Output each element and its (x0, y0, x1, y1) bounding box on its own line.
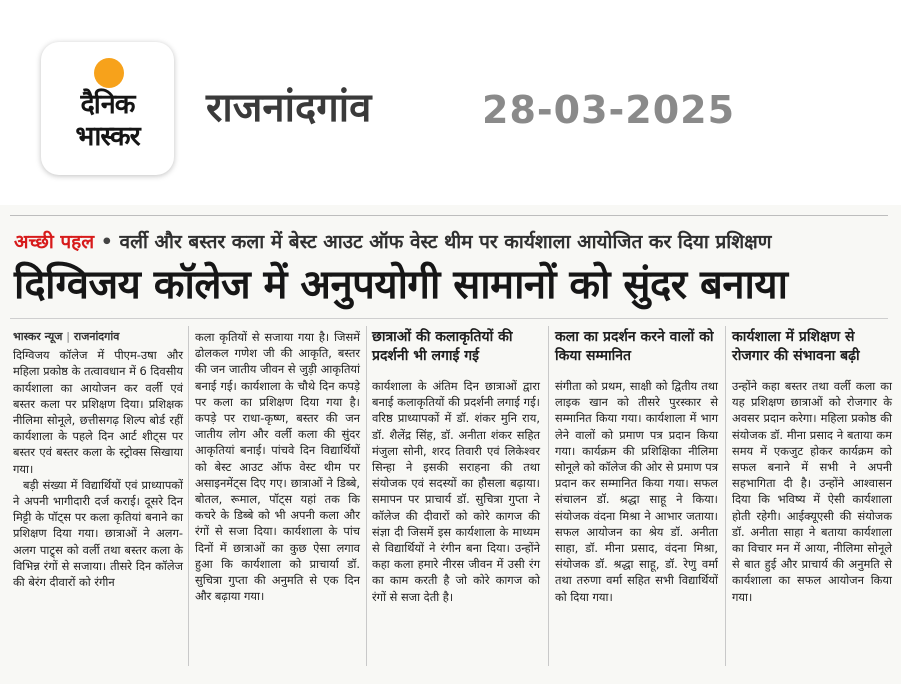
logo-brand-line1: दैनिक (80, 89, 135, 120)
paragraph: बड़ी संख्या में विद्यार्थियों एवं प्राध्यापकों ने अपनी भागीदारी दर्ज कराई। दूसरे दिन मिट्टी के पॉट्स पर कला कृतियां बनाने का प्रशिक्षण दिया गया। छात्राओं ने अलग-अलग पाट्र्स को वर्ली तथा बस्तर कला के विभिन्न रंगों से सजाया। तीसरे दिन कॉलेज की बेरंग दीवारों को रंगीन (13, 477, 183, 590)
article-column-5 (732, 378, 892, 605)
sun-icon (94, 58, 124, 88)
section-heading-employment: कार्यशाला में प्रशिक्षण से रोजगार की संभावना बढ़ी (732, 329, 860, 364)
paragraph: दिग्विजय कॉलेज में पीएम-उषा और महिला प्रकोष्ठ के तत्वावधान में 6 दिवसीय कार्यशाला का आयोजन कर वर्ली एवं बस्तर कला पर प्रशिक्षण दिया। प्रशिक्षक नीलिमा सोनूले, छत्तीसगढ़ शिल्प बोर्ड रहीं कार्यशाला के पहले दिन आर्ट शीट्स पर बस्तर एवं बस्तर कला के स्ट्रोक्स सिखाया गया। (13, 348, 183, 476)
column-divider (725, 326, 726, 666)
headline-divider (10, 318, 888, 319)
article-column-4 (555, 378, 718, 605)
paragraph: कला कृतियों से सजाया गया है। जिसमें ढोलकल गणेश जी की आकृति, बस्तर की जन जातीय जीवन से जुड़ी आकृतियां बनाई गई। कार्यशाला के चौथे दिन कपड़े पर कला का प्रशिक्षण दिया गया है। कपड़े पर राधा-कृष्ण, बस्तर की जन जातीय लोग और वर्ली कला की सुंदर आकृतियां बनाई। पांचवे दिन विद्यार्थियों को बेस्ट आउट ऑफ वेस्ट थीम पर असाइनमेंट्स दिए गए। छात्राओं ने डिब्बे, बोतल, रूमाल, पॉट्स यहां तक कि कचरे के डिब्बे को भी अपनी कला और रंगों से सजा दिया। कार्यशाला के पांच दिनों में छात्राओं का कुछ ऐसा लगाव हुआ कि कार्यशाला को प्राचार्या डॉ. सुचित्रा गुप्ता की अनुमति से एक दिन और बढ़ाया गया। (195, 330, 360, 604)
article-headline: दिग्विजय कॉलेज में अनुपयोगी सामानों को सुंदर बनाया (14, 262, 788, 308)
column-divider (366, 326, 367, 666)
byline-source: भास्कर न्यूज (13, 330, 63, 343)
paragraph: उन्होंने कहा बस्तर तथा वर्ली कला का यह प्रशिक्षण छात्राओं को रोजगार के अवसर प्रदान करेगा। महिला प्रकोष्ठ की संयोजक डॉ. मीना प्रसाद ने बताया कम समय में एकजुट होकर कार्यक्रम को सफल बनाने में सभी ने अपनी सहभागिता दी है। उन्होंने आश्वासन दिया कि भविष्य में ऐसी कार्यशाला होती रहेगी। आईक्यूएसी की संयोजक डॉ. अनीता साहा ने बताया कार्यशाला का विचार मन में आया, नीलिमा सोनूले से बात हुई और प्राचार्य की अनुमति से कार्यशाला का सफल आयोजन किया गया। (732, 379, 892, 604)
paragraph: कार्यशाला के अंतिम दिन छात्राओं द्वारा बनाई कलाकृतियों की प्रदर्शनी लगाई गई। वरिष्ठ प्राध्यापकों में डॉ. शंकर मुनि राय, डॉ. शैलेंद्र सिंह, डॉ. अनीता शंकर सहित मंजुला सोनी, शरद तिवारी एवं लिकेश्वर सिन्हा ने इसकी सराहना की तथा संयोजक एवं सदस्यों का हौसला बढ़ाया। समापन पर प्राचार्य डॉ. सुचित्रा गुप्ता ने कॉलेज की दीवारों को कोरे कागज की संज्ञा दी जिसमें इस कार्यशाला के माध्यम से विद्यार्थियों ने रंगीन बना दिया। उन्होंने कहा कला हमारे नीरस जीवन में उसी रंग का काम करती है जो कोरे कागज को रंगों से सजा देती है। (372, 379, 540, 604)
section-heading-exhibition: छात्राओं की कलाकृतियों की प्रदर्शनी भी लगाई गई (372, 329, 513, 364)
byline (13, 329, 183, 345)
dainik-bhaskar-logo (41, 42, 174, 175)
edition-date: 28-03-2025 (482, 88, 736, 132)
byline-city: राजनांदगांव (73, 330, 120, 343)
article-kicker (14, 228, 771, 256)
column-divider (548, 326, 549, 666)
section-heading-honoured: कला का प्रदर्शन करने वालों को किया सम्मानित (555, 329, 714, 364)
edition-city: राजनांदगांव (206, 85, 372, 131)
logo-brand-line2: भास्कर (75, 121, 140, 152)
column-divider (188, 326, 189, 666)
kicker-text: वर्ली और बस्तर कला में बेस्ट आउट ऑफ वेस्ट थीम पर कार्यशाला आयोजित कर दिया प्रशिक्षण (119, 231, 772, 253)
article-column-2 (195, 329, 360, 604)
article-column-3 (372, 378, 540, 605)
kicker-separator: • (100, 231, 113, 253)
masthead (0, 0, 901, 205)
byline-slash: | (66, 330, 70, 343)
article-column-1 (13, 329, 183, 590)
top-divider (10, 215, 888, 216)
kicker-tag: अच्छी पहल (14, 231, 95, 253)
paragraph: संगीता को प्रथम, साक्षी को द्वितीय तथा लाइक खान को तीसरे पुरस्कार से सम्मानित किया गया। कार्यशाला में भाग लेने वालों को प्रमाण पत्र प्रदान किया गया। कार्यक्रम की प्रशिक्षिका नीलिमा सोनूले को कॉलेज की ओर से प्रमाण पत्र प्रदान कर सम्मानित किया गया। सफल संचालन डॉ. श्रद्धा साहू ने किया। संयोजक वंदना मिश्रा ने आभार जताया। सफल आयोजन का श्रेय डॉ. अनीता साहा, डॉ. मीना प्रसाद, वंदना मिश्रा, संयोजक डॉ. श्रद्धा साहू, डॉ. रेणु वर्मा तथा तरुणा वर्मा सहित सभी विद्यार्थियों को दिया गया। (555, 379, 718, 604)
